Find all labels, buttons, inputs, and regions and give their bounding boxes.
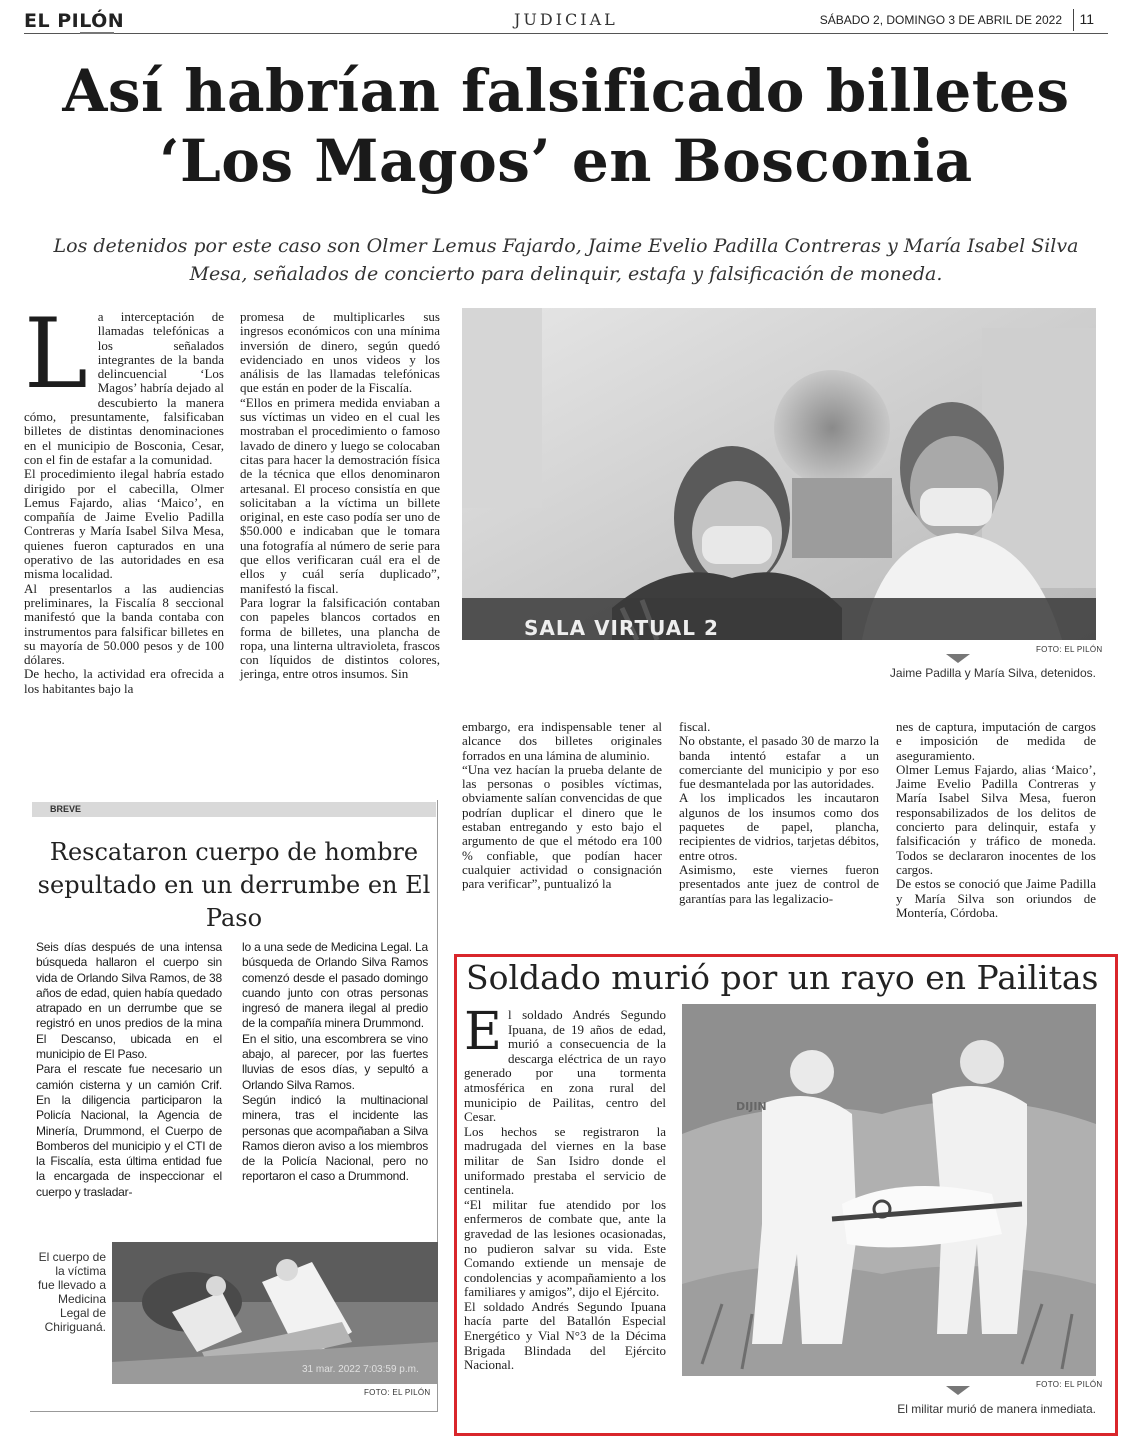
breve-paragraph: Según indicó la multinacional minera, tras el incidente las personas que acompañaban a Silva Ramos dieron aviso a los miembros de la Policía Nacional, pero no reportaron el caso a Drummond. bbox=[242, 1092, 428, 1184]
detainees-photo bbox=[462, 308, 1096, 640]
courtroom-image bbox=[462, 308, 1096, 640]
article-paragraph: promesa de multiplicarles sus ingresos económicos con una mínima inversión de dinero, según quedó evidenciado en unos videos y los análisis de las llamadas telefónicas que están en poder de la Fiscalía. bbox=[240, 309, 440, 396]
article-column-2 bbox=[240, 310, 440, 682]
video-overlay-label: SALA VIRTUAL 2 bbox=[524, 616, 719, 640]
soldier-scene-photo bbox=[682, 1004, 1096, 1376]
article-headline bbox=[24, 56, 1108, 196]
breve-photo-caption: El cuerpo de la víctima fue llevado a Medicina Legal de Chiriguaná. bbox=[37, 1250, 106, 1334]
article-paragraph: a interceptación de llamadas telefónicas a los señalados integrantes de la banda delincuencial ‘Los Magos’ habría dejado al descubierto la manera cómo, presuntamente, falsificaban billetes de distintas denominaciones en el municipio de Bosconia, Cesar, con el fin de estafar a la comunidad. bbox=[24, 309, 224, 467]
photo-timestamp: 31 mar. 2022 7:03:59 p.m. bbox=[302, 1364, 419, 1375]
forensic-team-image bbox=[682, 1004, 1096, 1376]
article-column-5 bbox=[896, 720, 1096, 920]
drop-cap: E bbox=[464, 1002, 502, 1062]
article-paragraph: Al presentarlos a las audiencias preliminares, la Fiscalía 8 seccional manifestó que la banda contaba con instrumentos para falsificar billetes en su mayoría de 50.000 pesos y de 100 dólares. bbox=[24, 580, 224, 668]
issue-date: SÁBADO 2, DOMINGO 3 DE ABRIL DE 2022 bbox=[819, 13, 1062, 27]
article-paragraph: fiscal. bbox=[679, 719, 711, 734]
soldado-paragraph: l soldado Andrés Segundo Ipuana, de 19 años de edad, murió a consecuencia de la descarga eléctrica de un rayo generado por una tormenta atmosférica en zona rural del municipio de Pailitas, centro del Cesar. bbox=[464, 1007, 666, 1125]
soldado-paragraph: El soldado Andrés Segundo Ipuana hacía parte del Batallón Especial Energético y Vial N°3 de la Décima Brigada Blindada del Ejército Nacional. bbox=[464, 1298, 666, 1373]
page-header bbox=[24, 8, 1108, 34]
page-number: 11 bbox=[1079, 11, 1094, 27]
logo-underline bbox=[80, 32, 114, 34]
article-paragraph: Olmer Lemus Fajardo, alias ‘Maico’, Jaime Evelio Padilla Contreras y María Isabel Silva Mesa, fueron responsabilizados de los delitos de concierto para delinquir, estafa y falsificación y tráfico de moneda. Todos se declararon inocentes de los cargos. bbox=[896, 761, 1096, 877]
article-paragraph: Para lograr la falsificación contaban con papeles blancos cortados en forma de billetes, una plancha de ropa, una linterna ultravioleta, frascos con líquidos de distintos colores, jeringa, entre otros insumos. Sin bbox=[240, 594, 440, 682]
uniform-label: DIJIN bbox=[736, 1100, 767, 1113]
article-column-1 bbox=[24, 298, 224, 696]
breve-paragraph: lo a una sede de Medicina Legal. La búsqueda de Orlando Silva Ramos comenzó desde el pasado domingo cuando junto con otras personas ingresó de manera ilegal al predio de la compañía minera Drummond. bbox=[242, 940, 428, 1031]
article-paragraph: nes de captura, imputación de cargos e imposición de medida de aseguramiento. bbox=[896, 719, 1096, 763]
article-paragraph: De hecho, la actividad era ofrecida a los habitantes bajo la bbox=[24, 666, 224, 696]
caption-pointer-icon bbox=[946, 1386, 970, 1395]
drop-cap: L bbox=[24, 298, 88, 410]
breve-column-2 bbox=[242, 940, 428, 1185]
article-subhead: Los detenidos por este caso son Olmer Lemus Fajardo, Jaime Evelio Padilla Contreras y María Isabel Silva Mesa, señalados de concierto para delinquir, estafa y falsificación de moneda. bbox=[53, 235, 1079, 285]
caption-pointer-icon bbox=[946, 654, 970, 663]
headline-line-1: Así habrían falsificado billetes bbox=[62, 57, 1070, 125]
photo-credit: FOTO: EL PILÓN bbox=[364, 1388, 431, 1397]
breve-paragraph: Para el rescate fue necesario un camión cisterna y un camión Crif. En la diligencia participaron la Policía Nacional, la Agencia de Minería, Drummond, el Cuerpo de Bomberos del municipio y el CTI de la Fiscalía, esta última entidad fue la encargada de inspeccionar el cuerpo y trasladar- bbox=[36, 1062, 222, 1199]
rescue-photo bbox=[112, 1242, 438, 1384]
breve-tag: BREVE bbox=[32, 802, 436, 817]
article-paragraph: El procedimiento ilegal habría estado dirigido por el cabecilla, Olmer Lemus Fajardo, alias ‘Maico’, en compañía de Jaime Evelio Padilla Contreras y María Isabel Silva Mesa, quienes fueron capturados en una operativo de las autoridades en esa misma localidad. bbox=[24, 466, 224, 582]
photo-credit: FOTO: EL PILÓN bbox=[1036, 1380, 1103, 1389]
header-divider bbox=[1073, 9, 1074, 31]
article-paragraph: No obstante, el pasado 30 de marzo la banda intentó estafar a un comerciante del municipio y por eso fue desmantelada por las autoridades. bbox=[679, 733, 879, 792]
article-paragraph: “Una vez hacían la prueba delante de las personas o posibles víctimas, obviamente salían convencidas de que podrían duplicar el dinero que le estaban entregando y esto bajo el argumento de que el método era 100 % confiable, que podían hacer cualquier actividad o consignación para verificar”, puntualizó la bbox=[462, 761, 662, 892]
article-paragraph: Asimismo, este viernes fueron presentados ante juez de control de garantías para las legalizacio- bbox=[679, 861, 879, 906]
photo-credit: FOTO: EL PILÓN bbox=[1036, 645, 1103, 654]
soldado-paragraph: “El militar fue atendido por los enfermeros de combate que, ante la gravedad de las lesiones ocasionadas, no pudieron salvar su vida. Este Comando extiende un mensaje de condolencias y acompañamiento a los familiares y amigos”, dijo el Ejército. bbox=[464, 1196, 666, 1300]
photo-caption: Jaime Padilla y María Silva, detenidos. bbox=[889, 666, 1096, 680]
article-column-3 bbox=[462, 720, 662, 892]
section-name: JUDICIAL bbox=[514, 10, 618, 29]
article-column-4 bbox=[679, 720, 879, 906]
breve-paragraph: En el sitio, una escombrera se vino abajo, al parecer, por las fuertes lluvias de esos días, y sepultó a Orlando Silva Ramos. bbox=[242, 1031, 428, 1092]
breve-paragraph: Seis días después de una intensa búsqueda hallaron el cuerpo sin vida de Orlando Silva Ramos, de 38 años de edad, quien había quedado atrapado en un derrumbe que se registró en unos predios de la mina El Descanso, ubicada en el municipio de El Paso. bbox=[36, 940, 222, 1062]
soldado-column bbox=[464, 1002, 666, 1373]
soldado-paragraph: Los hechos se registraron la madrugada del viernes en la base militar de San Isidro donde el uniformado prestaba el servicio de centinela. bbox=[464, 1123, 666, 1198]
article-paragraph: embargo, era indispensable tener al alcance dos billetes originales forrados en una lámina de aluminio. bbox=[462, 719, 662, 763]
headline-line-2: ‘Los Magos’ en Bosconia bbox=[159, 127, 973, 195]
soldado-title: Soldado murió por un rayo en Pailitas bbox=[466, 958, 1099, 997]
article-paragraph: De estos se conoció que Jaime Padilla y María Silva son oriundos de Montería, Córdoba. bbox=[896, 876, 1096, 920]
newspaper-logo: EL PILÓN bbox=[24, 10, 125, 32]
breve-title: Rescataron cuerpo de hombre sepultado en un derrumbe en El Paso bbox=[37, 838, 431, 932]
rescue-image bbox=[112, 1242, 438, 1384]
breve-column-1 bbox=[36, 940, 222, 1200]
article-paragraph: A los implicados les incautaron algunos de los insumos como dos paquetes de papel, plancha, recipientes de vidrios, tarjetas débitos, entre otros. bbox=[679, 790, 879, 863]
article-paragraph: “Ellos en primera medida enviaban a sus víctimas un video en el cual les mostraban el procedimiento o famoso lavado de dinero y luego se colocaban citas para hacer la demostración física de la técnica que ellos denominaron artesanal. El proceso consistía en que solicitaban a la víctima un billete original, en este caso podía ser uno de $50.000 e indicaban que le tomara una fotografía al número de serie para que ellos verificaran cuál era el de ellos y cuál sería duplicado”, manifestó la fiscal. bbox=[240, 394, 440, 596]
photo-caption: El militar murió de manera inmediata. bbox=[897, 1402, 1096, 1416]
